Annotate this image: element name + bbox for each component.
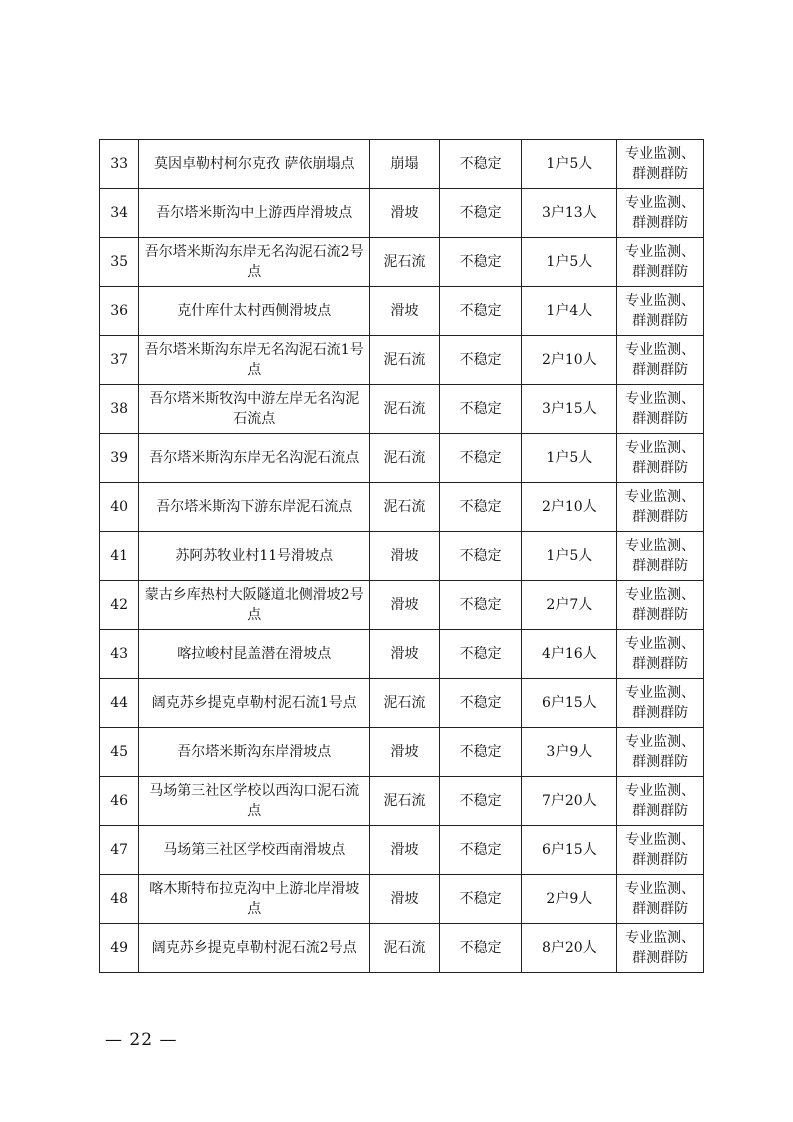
hazard-name-cell: 吾尔塔米斯沟下游东岸泥石流点 [139,483,370,532]
hazard-name-cell: 喀木斯特布拉克沟中上游北岸滑坡点 [139,875,370,924]
table-row [100,875,704,924]
hazard-type-cell: 滑坡 [370,728,440,777]
table-row [100,287,704,336]
row-number-cell: 45 [100,728,139,777]
hazard-name-cell: 吾尔塔米斯沟中上游西岸滑坡点 [139,189,370,238]
affected-people-cell: 3户15人 [522,385,617,434]
table-row [100,140,704,189]
hazard-type-cell: 滑坡 [370,826,440,875]
row-number-cell: 44 [100,679,139,728]
affected-people-cell: 1户5人 [522,532,617,581]
affected-people-cell: 2户9人 [522,875,617,924]
measure-cell: 专业监测、群测群防 [617,385,704,434]
hazard-type-cell: 泥石流 [370,238,440,287]
hazard-name-cell: 莫因卓勒村柯尔克孜 萨依崩塌点 [139,140,370,189]
hazard-name-cell: 蒙古乡库热村大阪隧道北侧滑坡2号点 [139,581,370,630]
stability-cell: 不稳定 [439,238,522,287]
row-number-cell: 35 [100,238,139,287]
hazard-points-table [99,139,704,973]
affected-people-cell: 1户5人 [522,140,617,189]
hazard-type-cell: 滑坡 [370,189,440,238]
hazard-name-cell: 马场第三社区学校西南滑坡点 [139,826,370,875]
measure-cell: 专业监测、群测群防 [617,728,704,777]
row-number-cell: 39 [100,434,139,483]
table-row [100,483,704,532]
measure-cell: 专业监测、群测群防 [617,630,704,679]
table-row [100,630,704,679]
stability-cell: 不稳定 [439,777,522,826]
affected-people-cell: 3户9人 [522,728,617,777]
table-row [100,581,704,630]
affected-people-cell: 2户10人 [522,336,617,385]
table-row [100,532,704,581]
hazard-name-cell: 吾尔塔米斯沟东岸无名沟泥石流点 [139,434,370,483]
stability-cell: 不稳定 [439,287,522,336]
table-row [100,777,704,826]
table-row [100,728,704,777]
stability-cell: 不稳定 [439,630,522,679]
affected-people-cell: 4户16人 [522,630,617,679]
stability-cell: 不稳定 [439,385,522,434]
stability-cell: 不稳定 [439,434,522,483]
hazard-type-cell: 滑坡 [370,630,440,679]
hazard-name-cell: 克什库什太村西侧滑坡点 [139,287,370,336]
hazard-name-cell: 喀拉峻村昆盖潜在滑坡点 [139,630,370,679]
table-row [100,826,704,875]
hazard-name-cell: 阔克苏乡提克卓勒村泥石流1号点 [139,679,370,728]
measure-cell: 专业监测、群测群防 [617,777,704,826]
hazard-type-cell: 滑坡 [370,287,440,336]
hazard-type-cell: 泥石流 [370,679,440,728]
row-number-cell: 48 [100,875,139,924]
stability-cell: 不稳定 [439,581,522,630]
hazard-type-cell: 滑坡 [370,532,440,581]
affected-people-cell: 1户5人 [522,238,617,287]
hazard-type-cell: 泥石流 [370,434,440,483]
hazard-name-cell: 吾尔塔米斯沟东岸无名沟泥石流2号点 [139,238,370,287]
measure-cell: 专业监测、群测群防 [617,924,704,973]
measure-cell: 专业监测、群测群防 [617,679,704,728]
measure-cell: 专业监测、群测群防 [617,336,704,385]
measure-cell: 专业监测、群测群防 [617,287,704,336]
measure-cell: 专业监测、群测群防 [617,532,704,581]
table-row [100,679,704,728]
row-number-cell: 41 [100,532,139,581]
affected-people-cell: 7户20人 [522,777,617,826]
row-number-cell: 36 [100,287,139,336]
hazard-name-cell: 苏阿苏牧业村11号滑坡点 [139,532,370,581]
stability-cell: 不稳定 [439,189,522,238]
hazard-type-cell: 泥石流 [370,385,440,434]
hazard-name-cell: 马场第三社区学校以西沟口泥石流点 [139,777,370,826]
row-number-cell: 43 [100,630,139,679]
row-number-cell: 34 [100,189,139,238]
hazard-type-cell: 泥石流 [370,336,440,385]
hazard-type-cell: 滑坡 [370,581,440,630]
table-body [100,140,704,973]
row-number-cell: 40 [100,483,139,532]
stability-cell: 不稳定 [439,728,522,777]
table-row [100,238,704,287]
affected-people-cell: 2户10人 [522,483,617,532]
table-row [100,924,704,973]
hazard-type-cell: 泥石流 [370,924,440,973]
affected-people-cell: 1户4人 [522,287,617,336]
stability-cell: 不稳定 [439,336,522,385]
affected-people-cell: 3户13人 [522,189,617,238]
row-number-cell: 47 [100,826,139,875]
hazard-name-cell: 阔克苏乡提克卓勒村泥石流2号点 [139,924,370,973]
measure-cell: 专业监测、群测群防 [617,140,704,189]
stability-cell: 不稳定 [439,875,522,924]
row-number-cell: 37 [100,336,139,385]
hazard-type-cell: 泥石流 [370,777,440,826]
measure-cell: 专业监测、群测群防 [617,434,704,483]
measure-cell: 专业监测、群测群防 [617,238,704,287]
row-number-cell: 33 [100,140,139,189]
row-number-cell: 38 [100,385,139,434]
hazard-name-cell: 吾尔塔米斯沟东岸无名沟泥石流1号点 [139,336,370,385]
measure-cell: 专业监测、群测群防 [617,826,704,875]
stability-cell: 不稳定 [439,140,522,189]
affected-people-cell: 8户20人 [522,924,617,973]
measure-cell: 专业监测、群测群防 [617,581,704,630]
measure-cell: 专业监测、群测群防 [617,875,704,924]
hazard-type-cell: 泥石流 [370,483,440,532]
row-number-cell: 46 [100,777,139,826]
stability-cell: 不稳定 [439,826,522,875]
measure-cell: 专业监测、群测群防 [617,483,704,532]
hazard-type-cell: 滑坡 [370,875,440,924]
table-row [100,189,704,238]
row-number-cell: 49 [100,924,139,973]
hazard-name-cell: 吾尔塔米斯沟东岸滑坡点 [139,728,370,777]
measure-cell: 专业监测、群测群防 [617,189,704,238]
table-row [100,434,704,483]
hazard-type-cell: 崩塌 [370,140,440,189]
page-number: — 22 — [105,1030,178,1050]
stability-cell: 不稳定 [439,532,522,581]
stability-cell: 不稳定 [439,483,522,532]
affected-people-cell: 2户7人 [522,581,617,630]
affected-people-cell: 6户15人 [522,826,617,875]
table-row [100,385,704,434]
table-row [100,336,704,385]
hazard-name-cell: 吾尔塔米斯牧沟中游左岸无名沟泥石流点 [139,385,370,434]
stability-cell: 不稳定 [439,679,522,728]
affected-people-cell: 1户5人 [522,434,617,483]
stability-cell: 不稳定 [439,924,522,973]
affected-people-cell: 6户15人 [522,679,617,728]
row-number-cell: 42 [100,581,139,630]
